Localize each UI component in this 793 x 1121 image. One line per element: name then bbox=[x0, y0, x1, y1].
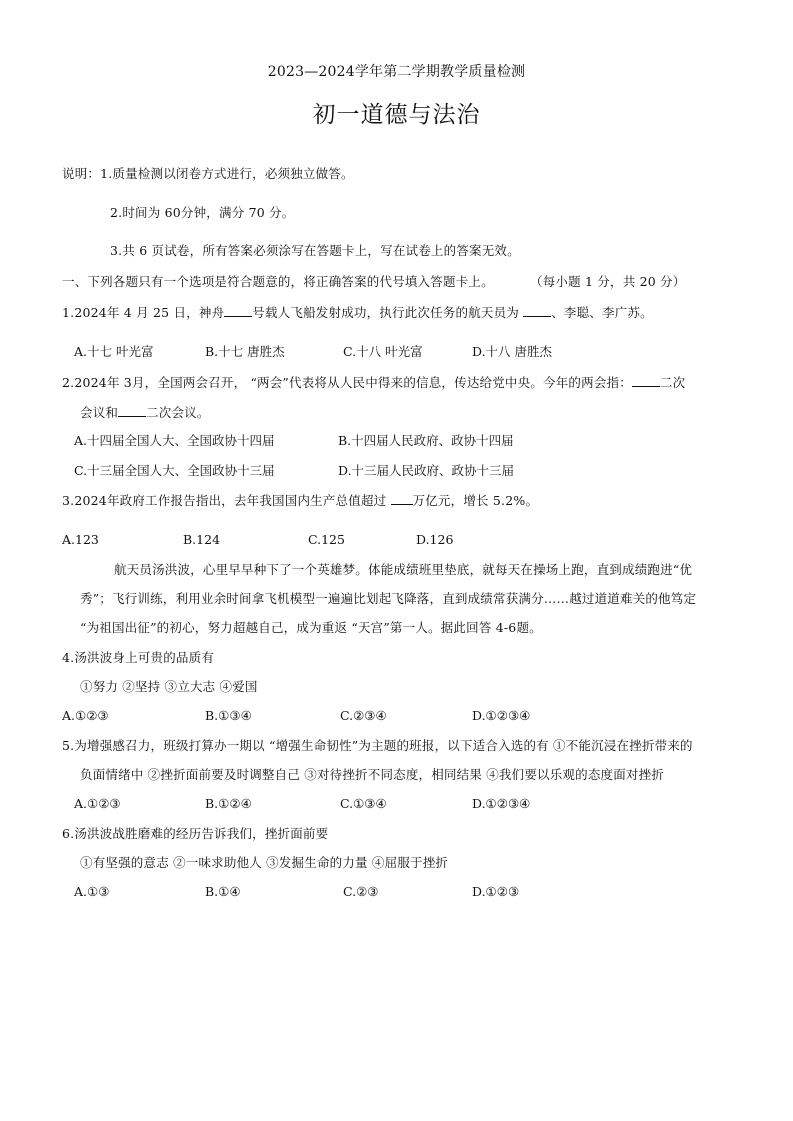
q4-option-d: D.①②③④ bbox=[472, 708, 531, 723]
q5-option-b: B.①②④ bbox=[205, 796, 252, 811]
instruction-line-2: 2.时间为 60分钟，满分 70 分。 bbox=[110, 205, 295, 220]
q6-option-d: D.①②③ bbox=[472, 884, 520, 899]
q3-option-b: B.124 bbox=[183, 532, 221, 547]
q6-option-b: B.①④ bbox=[205, 884, 241, 899]
question-2-stem-line-1 bbox=[62, 374, 685, 391]
q1-option-d: D.十八 唐胜杰 bbox=[472, 344, 553, 359]
q1-blank-2 bbox=[523, 304, 551, 317]
q6-option-a: A.①③ bbox=[74, 884, 110, 899]
passage-line-1: 航天员汤洪波，心里早早种下了一个英雄梦。体能成绩班里垫底，就每天在操场上跑，直到成绩跑进“优 bbox=[114, 562, 693, 577]
q2-option-d: D.十三届人民政府、政协十三届 bbox=[338, 463, 515, 478]
question-4-items: ①努力 ②坚持 ③立大志 ④爱国 bbox=[80, 679, 258, 694]
q5-option-a: A.①②③ bbox=[74, 796, 121, 811]
question-6-stem: 6.汤洪波战胜磨难的经历告诉我们，挫折面前要 bbox=[62, 826, 329, 841]
question-5-stem-line-1: 5.为增强感召力，班级打算办一期以 “增强生命韧性”为主题的班报，以下适合入选的有 ①不能沉浸在挫折带来的 bbox=[62, 738, 693, 753]
q2-option-a: A.十四届全国人大、全国政协十四届 bbox=[74, 433, 275, 448]
question-2-stem-line-2 bbox=[80, 404, 210, 421]
q2-text-d: 二次会议。 bbox=[146, 405, 210, 420]
q3-option-a: A.123 bbox=[62, 532, 99, 547]
question-6-items: ①有坚强的意志 ②一味求助他人 ③发掘生命的力量 ④屈服于挫折 bbox=[80, 855, 449, 870]
q6-option-c: C.②③ bbox=[343, 884, 379, 899]
question-5-stem-line-2: 负面情绪中 ②挫折面前要及时调整自己 ③对待挫折不同态度，相同结果 ④我们要以乐观的态度面对挫折 bbox=[80, 767, 665, 782]
q5-option-d: D.①②③④ bbox=[472, 796, 531, 811]
instruction-line-3: 3.共 6 页试卷，所有答案必须涂写在答题卡上，写在试卷上的答案无效。 bbox=[110, 243, 520, 258]
q2-text-a: 2.2024年 3月，全国两会召开， “两会”代表将从人民中得来的信息，传达给党中央。今年的两会指： bbox=[62, 375, 632, 390]
q4-option-c: C.②③④ bbox=[340, 708, 387, 723]
subject-title: 初一道德与法治 bbox=[312, 102, 481, 128]
q2-text-c: 会议和 bbox=[80, 405, 119, 420]
passage-line-2: 秀”；飞行训练，利用业余时间拿飞机模型一遍遍比划起飞降落，直到成绩常获满分……越过道道难关的他笃定 bbox=[80, 591, 697, 606]
q1-blank-1 bbox=[224, 304, 252, 317]
q1-text-a: 1.2024年 4 月 25 日，神舟 bbox=[62, 305, 225, 320]
q4-option-b: B.①③④ bbox=[205, 708, 252, 723]
q3-blank bbox=[391, 492, 413, 505]
section-heading: 一、下列各题只有一个选项是符合题意的，将正确答案的代号填入答题卡上。 bbox=[62, 274, 494, 289]
question-3-stem bbox=[62, 492, 538, 509]
q4-option-a: A.①②③ bbox=[62, 708, 109, 723]
school-year-title: 2023—2024学年第二学期教学质量检测 bbox=[267, 64, 526, 80]
q1-text-c: 、李聪、李广苏。 bbox=[551, 305, 653, 320]
q3-option-d: D.126 bbox=[416, 532, 454, 547]
q2-blank-2 bbox=[118, 404, 146, 417]
instruction-line-1: 说明：1.质量检测以闭卷方式进行，必须独立做答。 bbox=[62, 166, 354, 181]
q2-option-c: C.十三届全国人大、全国政协十三届 bbox=[74, 463, 275, 478]
q5-option-c: C.①③④ bbox=[340, 796, 387, 811]
question-1-stem bbox=[62, 304, 653, 321]
passage-line-3: “为祖国出征”的初心，努力超越自己，成为重返 “天宫”第一人。据此回答 4-6题。 bbox=[80, 620, 542, 635]
q2-text-b: 二次 bbox=[659, 375, 686, 390]
q2-option-b: B.十四届人民政府、政协十四届 bbox=[338, 433, 514, 448]
q3-option-c: C.125 bbox=[308, 532, 345, 547]
q1-option-b: B.十七 唐胜杰 bbox=[205, 344, 285, 359]
q1-option-c: C.十八 叶光富 bbox=[343, 344, 423, 359]
q1-text-b: 号载人飞船发射成功，执行此次任务的航天员为 bbox=[252, 305, 519, 320]
q3-text-a: 3.2024年政府工作报告指出，去年我国国内生产总值超过 bbox=[62, 493, 387, 508]
section-score-note: （每小题 1 分，共 20 分） bbox=[530, 274, 686, 289]
q2-blank-1 bbox=[632, 374, 660, 387]
question-4-stem: 4.汤洪波身上可贵的品质有 bbox=[62, 650, 215, 665]
q1-option-a: A.十七 叶光富 bbox=[74, 344, 154, 359]
q3-text-b: 万亿元，增长 5.2%。 bbox=[412, 493, 539, 508]
